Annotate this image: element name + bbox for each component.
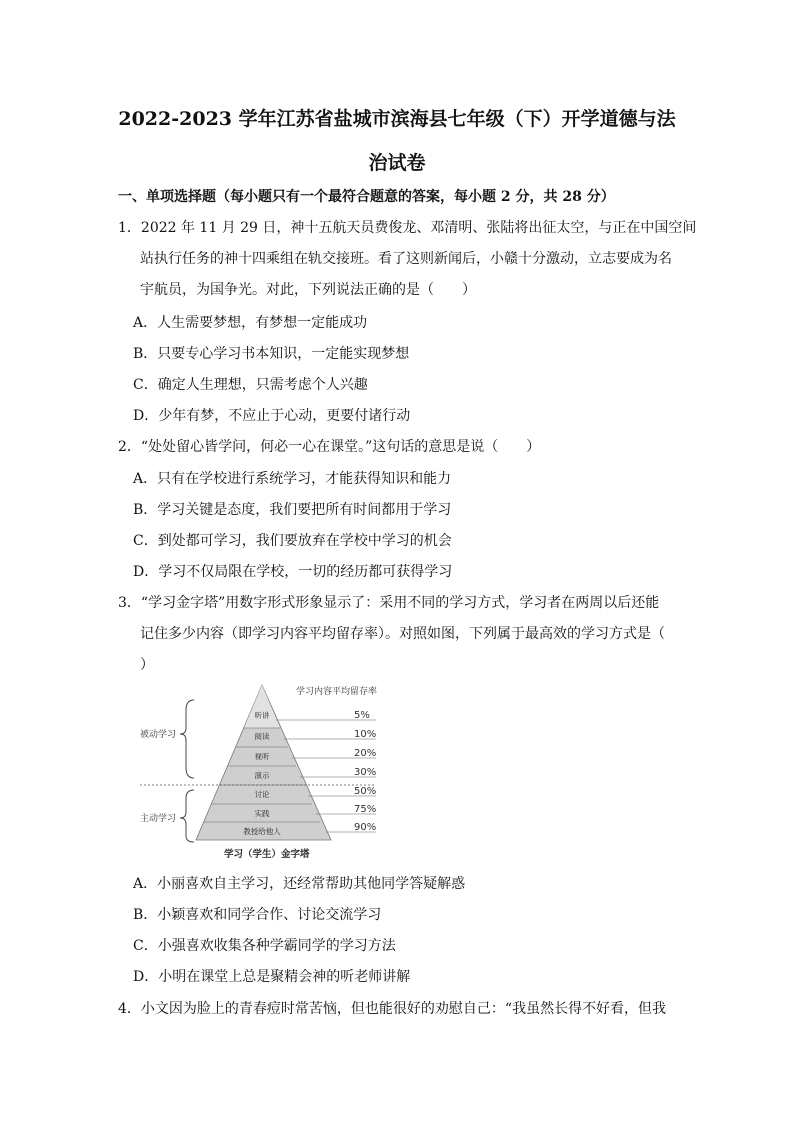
passive-learning-label: 被动学习 — [140, 730, 177, 740]
figure-caption: 学习（学生）金字塔 — [224, 849, 310, 860]
level-6-rate: 75% — [354, 804, 377, 815]
level-1-rate: 5% — [354, 710, 370, 721]
level-6-label: 实践 — [254, 809, 270, 818]
question-3-line-1: 3．“学习金字塔”用数字形式形象显示了：采用不同的学习方式，学习者在两周以后还能 — [118, 595, 660, 611]
level-7-rate: 90% — [354, 822, 377, 833]
level-2-label: 阅读 — [254, 732, 270, 741]
level-2-rate: 10% — [354, 729, 377, 740]
section-heading: 一、单项选择题（每小题只有一个最符合题意的答案，每小题 2 分，共 28 分） — [118, 189, 615, 205]
question-1-line-1: 1．2022 年 11 月 29 日，神十五航天员费俊龙、邓清明、张陆将出征太空，与正在中国空间 — [118, 220, 697, 236]
active-learning-label: 主动学习 — [140, 814, 177, 824]
level-4-label: 演示 — [254, 771, 270, 780]
question-3-option-b: B．小颖喜欢和同学合作、讨论交流学习 — [133, 907, 382, 923]
level-3-label: 视听 — [254, 752, 270, 761]
question-1-option-c: C．确定人生理想，只需考虑个人兴趣 — [133, 377, 368, 393]
question-3-option-d: D．小明在课堂上总是聚精会神的听老师讲解 — [133, 969, 411, 985]
level-5-rate: 50% — [354, 786, 377, 797]
pyramid-apex — [244, 685, 280, 728]
level-3-rate: 20% — [354, 748, 377, 759]
active-brace — [180, 790, 194, 842]
question-2-option-d: D．学习不仅局限在学校，一切的经历都可获得学习 — [133, 564, 453, 580]
level-5-label: 讨论 — [254, 790, 270, 799]
question-3-option-a: A．小丽喜欢自主学习，还经常帮助其他同学答疑解惑 — [133, 876, 466, 892]
level-7-label: 教授给他人 — [243, 827, 281, 836]
question-2-line-1: 2．“处处留心皆学问，何必一心在课堂。”这句话的意思是说（ ） — [118, 439, 541, 455]
exam-title-line1: 2022-2023 学年江苏省盐城市滨海县七年级（下）开学道德与法 — [118, 108, 676, 130]
question-1-line-2: 站执行任务的神十四乘组在轨交接班。看了这则新闻后，小赣十分激动，立志要成为名 — [140, 251, 672, 267]
question-3-option-c: C．小强喜欢收集各种学霸同学的学习方法 — [133, 938, 396, 954]
figure-header: 学习内容平均留存率 — [296, 687, 378, 697]
question-1-option-b: B．只要专心学习书本知识，一定能实现梦想 — [133, 346, 410, 362]
question-2-option-b: B．学习关键是态度，我们要把所有时间都用于学习 — [133, 502, 452, 518]
question-3-line-3: ） — [140, 657, 154, 673]
question-2-option-c: C．到处都可学习，我们要放弃在学校中学习的机会 — [133, 533, 452, 549]
question-1-option-a: A．人生需要梦想，有梦想一定能成功 — [133, 315, 368, 331]
level-1-label: 听讲 — [254, 711, 270, 720]
question-4-line-1: 4．小文因为脸上的青春痘时常苦恼，但也能很好的劝慰自己：“我虽然长得不好看，但我 — [118, 1001, 667, 1017]
passive-brace — [180, 700, 194, 778]
question-2-option-a: A．只有在学校进行系统学习，才能获得知识和能力 — [133, 471, 452, 487]
learning-pyramid-figure — [136, 680, 386, 860]
question-1-line-3: 宇航员，为国争光。对此，下列说法正确的是（ ） — [140, 282, 476, 298]
question-1-option-d: D．少年有梦，不应止于心动，更要付诸行动 — [133, 408, 411, 424]
exam-title-line2: 治试卷 — [368, 152, 426, 174]
level-4-rate: 30% — [354, 767, 377, 778]
question-3-line-2: 记住多少内容（即学习内容平均留存率）。对照如图，下列属于最高效的学习方式是（ — [140, 626, 665, 642]
